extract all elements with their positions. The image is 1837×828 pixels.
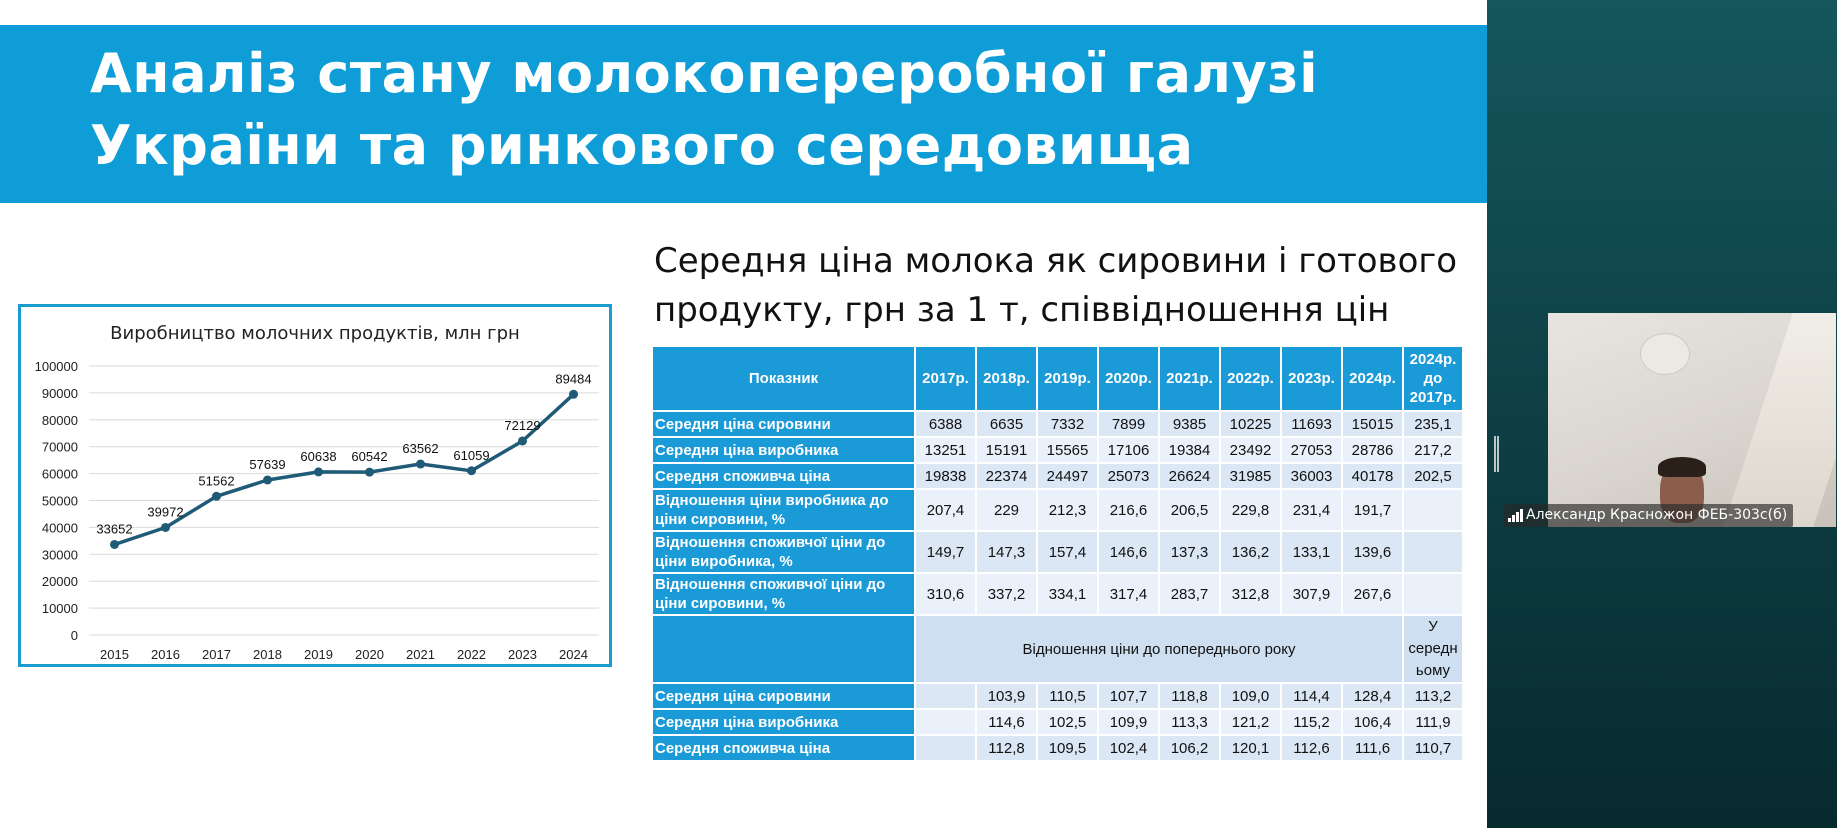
table-cell: 15565: [1037, 437, 1098, 463]
table-cell: 15191: [976, 437, 1037, 463]
section-header-average: У середн ьому: [1403, 615, 1463, 683]
data-label: 51562: [198, 473, 235, 489]
x-tick-label: 2021: [406, 647, 435, 662]
table-cell: 229,8: [1220, 489, 1281, 531]
table-cell: 136,2: [1220, 531, 1281, 573]
slide-title-line-2: України та ринкового середовища: [90, 114, 1194, 177]
table-row: [652, 573, 1463, 615]
table-row: [652, 709, 1463, 735]
x-tick-label: 2017: [202, 647, 231, 662]
x-tick-label: 2016: [151, 647, 180, 662]
table-cell: 7899: [1098, 411, 1159, 437]
section-header-blank: [652, 615, 915, 683]
table-cell: 26624: [1159, 463, 1220, 489]
table-cell: 111,9: [1403, 709, 1463, 735]
table-cell: 147,3: [976, 531, 1037, 573]
table-subtitle-line-2: продукту, грн за 1 т, співвідношення цін: [654, 290, 1390, 330]
header-col-6: 2022р.: [1220, 346, 1281, 411]
table-row: [652, 735, 1463, 761]
participant-video[interactable]: [1548, 313, 1836, 527]
data-point: [365, 468, 374, 477]
table-cell: 191,7: [1342, 489, 1403, 531]
header-col-7: 2023р.: [1281, 346, 1342, 411]
x-tick-label: 2023: [508, 647, 537, 662]
table-row: [652, 411, 1463, 437]
table-cell: 109,9: [1098, 709, 1159, 735]
data-label: 61059: [453, 447, 490, 463]
y-tick-label: 60000: [41, 466, 78, 482]
table-cell: 40178: [1342, 463, 1403, 489]
table-cell: 31985: [1220, 463, 1281, 489]
header-col-2: 2018р.: [976, 346, 1037, 411]
table-cell: [1403, 489, 1463, 531]
data-point: [314, 467, 323, 476]
table-cell: 231,4: [1281, 489, 1342, 531]
data-label: 39972: [147, 504, 184, 520]
data-point: [161, 523, 170, 532]
x-tick-label: 2020: [355, 647, 384, 662]
data-point: [569, 390, 578, 399]
table-cell: 110,5: [1037, 683, 1098, 709]
table-row: [652, 531, 1463, 573]
row-label: Середня ціна виробника: [652, 709, 915, 735]
table-cell: 19838: [915, 463, 976, 489]
table-cell: 13251: [915, 437, 976, 463]
table-cell: 9385: [1159, 411, 1220, 437]
header-col-3: 2019р.: [1037, 346, 1098, 411]
participant-hair: [1658, 457, 1706, 477]
data-label: 89484: [555, 371, 592, 387]
table-cell: 111,6: [1342, 735, 1403, 761]
x-tick-label: 2015: [100, 647, 129, 662]
y-tick-label: 0: [70, 628, 78, 643]
header-col-1: 2017р.: [915, 346, 976, 411]
table-cell: 157,4: [1037, 531, 1098, 573]
table-subtitle-line-1: Середня ціна молока як сировини і готового: [654, 241, 1458, 281]
participant-name: Александр Красножон ФЕБ-303с(б): [1526, 507, 1788, 523]
table-row: [652, 437, 1463, 463]
table-cell: 139,6: [1342, 531, 1403, 573]
table-cell: 36003: [1281, 463, 1342, 489]
table-cell: 310,6: [915, 573, 976, 615]
section-header-row: [652, 615, 1463, 683]
table-cell: 202,5: [1403, 463, 1463, 489]
data-label: 60542: [351, 449, 388, 465]
table-cell: 128,4: [1342, 683, 1403, 709]
table-cell: 113,2: [1403, 683, 1463, 709]
table-cell: 114,6: [976, 709, 1037, 735]
table-cell: 207,4: [915, 489, 976, 531]
table-cell: 110,7: [1403, 735, 1463, 761]
chart-title: Виробництво молочних продуктів, млн грн: [110, 323, 520, 344]
table-cell: 121,2: [1220, 709, 1281, 735]
slide-title: [90, 38, 1450, 182]
table-cell: 114,4: [1281, 683, 1342, 709]
table-cell: 109,5: [1037, 735, 1098, 761]
x-tick-label: 2018: [253, 647, 282, 662]
row-label: Середня ціна виробника: [652, 437, 915, 463]
data-point: [467, 466, 476, 475]
data-label: 72129: [504, 417, 541, 433]
table-cell: 24497: [1037, 463, 1098, 489]
y-tick-label: 90000: [41, 385, 78, 401]
table-cell: 113,3: [1159, 709, 1220, 735]
table-cell: 115,2: [1281, 709, 1342, 735]
data-point: [416, 460, 425, 469]
table-cell: 133,1: [1281, 531, 1342, 573]
table-cell: 19384: [1159, 437, 1220, 463]
x-tick-label: 2022: [457, 647, 486, 662]
table-cell: 102,5: [1037, 709, 1098, 735]
table-cell: 112,6: [1281, 735, 1342, 761]
table-cell: 11693: [1281, 411, 1342, 437]
table-cell: 27053: [1281, 437, 1342, 463]
data-label: 33652: [96, 521, 133, 537]
table-cell: 206,5: [1159, 489, 1220, 531]
header-col-9: 2024р. до 2017р.: [1403, 346, 1463, 411]
y-tick-label: 30000: [41, 547, 78, 563]
series-line: [115, 394, 574, 544]
table-cell: 106,2: [1159, 735, 1220, 761]
x-tick-label: 2019: [304, 647, 333, 662]
table-cell: 229: [976, 489, 1037, 531]
header-col-4: 2020р.: [1098, 346, 1159, 411]
table-cell: 235,1: [1403, 411, 1463, 437]
table-cell: 109,0: [1220, 683, 1281, 709]
data-point: [518, 436, 527, 445]
table-cell: 6635: [976, 411, 1037, 437]
table-cell: 112,8: [976, 735, 1037, 761]
table-cell: [1403, 531, 1463, 573]
header-col-8: 2024р.: [1342, 346, 1403, 411]
row-label: Відношення ціни виробника до ціни сировини, %: [652, 489, 915, 531]
header-indicator: Показник: [652, 346, 915, 411]
panel-resize-handle[interactable]: [1494, 436, 1499, 472]
y-tick-label: 100000: [34, 359, 78, 374]
table-cell: 267,6: [1342, 573, 1403, 615]
table-cell: 107,7: [1098, 683, 1159, 709]
table-cell: 120,1: [1220, 735, 1281, 761]
table-cell: [915, 683, 976, 709]
table-row: [652, 683, 1463, 709]
row-label: Середня ціна сировини: [652, 683, 915, 709]
table-cell: 23492: [1220, 437, 1281, 463]
table-cell: 317,4: [1098, 573, 1159, 615]
table-cell: 25073: [1098, 463, 1159, 489]
table-cell: 137,3: [1159, 531, 1220, 573]
table-subtitle: [654, 237, 1474, 335]
table-cell: 307,9: [1281, 573, 1342, 615]
table-cell: 283,7: [1159, 573, 1220, 615]
table-cell: 337,2: [976, 573, 1037, 615]
table-row: [652, 489, 1463, 531]
table-cell: 334,1: [1037, 573, 1098, 615]
y-tick-label: 40000: [41, 520, 78, 536]
header-col-5: 2021р.: [1159, 346, 1220, 411]
slide-title-line-1: Аналіз стану молокопереробної галузі: [90, 42, 1319, 105]
data-label: 60638: [300, 448, 337, 464]
ceiling-lamp: [1640, 333, 1690, 375]
row-label: Відношення споживчої ціни до ціни сировини, %: [652, 573, 915, 615]
table-cell: 149,7: [915, 531, 976, 573]
table-cell: 212,3: [1037, 489, 1098, 531]
table-cell: [915, 709, 976, 735]
y-tick-label: 80000: [41, 412, 78, 428]
data-point: [212, 492, 221, 501]
table-cell: [1403, 573, 1463, 615]
table-cell: 28786: [1342, 437, 1403, 463]
table-cell: 102,4: [1098, 735, 1159, 761]
signal-bars-icon: [1508, 509, 1524, 522]
table-cell: 312,8: [1220, 573, 1281, 615]
y-tick-label: 10000: [41, 601, 78, 617]
table-cell: 22374: [976, 463, 1037, 489]
table-cell: 15015: [1342, 411, 1403, 437]
data-label: 57639: [249, 456, 286, 472]
table-cell: 10225: [1220, 411, 1281, 437]
table-cell: 103,9: [976, 683, 1037, 709]
data-point: [110, 540, 119, 549]
row-label: Середня споживча ціна: [652, 463, 915, 489]
production-chart: [18, 304, 612, 667]
table-cell: 216,6: [1098, 489, 1159, 531]
price-table: [651, 345, 1464, 762]
data-point: [263, 475, 272, 484]
table-header-row: [652, 346, 1463, 411]
table-cell: 106,4: [1342, 709, 1403, 735]
data-label: 63562: [402, 441, 439, 457]
row-label: Відношення споживчої ціни до ціни виробника, %: [652, 531, 915, 573]
x-tick-label: 2024: [559, 647, 588, 662]
table-cell: 146,6: [1098, 531, 1159, 573]
participant-name-tag: [1504, 504, 1793, 527]
table-row: [652, 463, 1463, 489]
section-header-label: Відношення ціни до попереднього року: [915, 615, 1403, 683]
table-cell: 7332: [1037, 411, 1098, 437]
table-cell: 118,8: [1159, 683, 1220, 709]
y-tick-label: 70000: [41, 439, 78, 455]
table-cell: 6388: [915, 411, 976, 437]
row-label: Середня споживча ціна: [652, 735, 915, 761]
row-label: Середня ціна сировини: [652, 411, 915, 437]
table-cell: 17106: [1098, 437, 1159, 463]
y-tick-label: 20000: [41, 574, 78, 590]
table-cell: [915, 735, 976, 761]
line-chart-svg: [21, 307, 609, 664]
y-tick-label: 50000: [41, 493, 78, 509]
table-cell: 217,2: [1403, 437, 1463, 463]
